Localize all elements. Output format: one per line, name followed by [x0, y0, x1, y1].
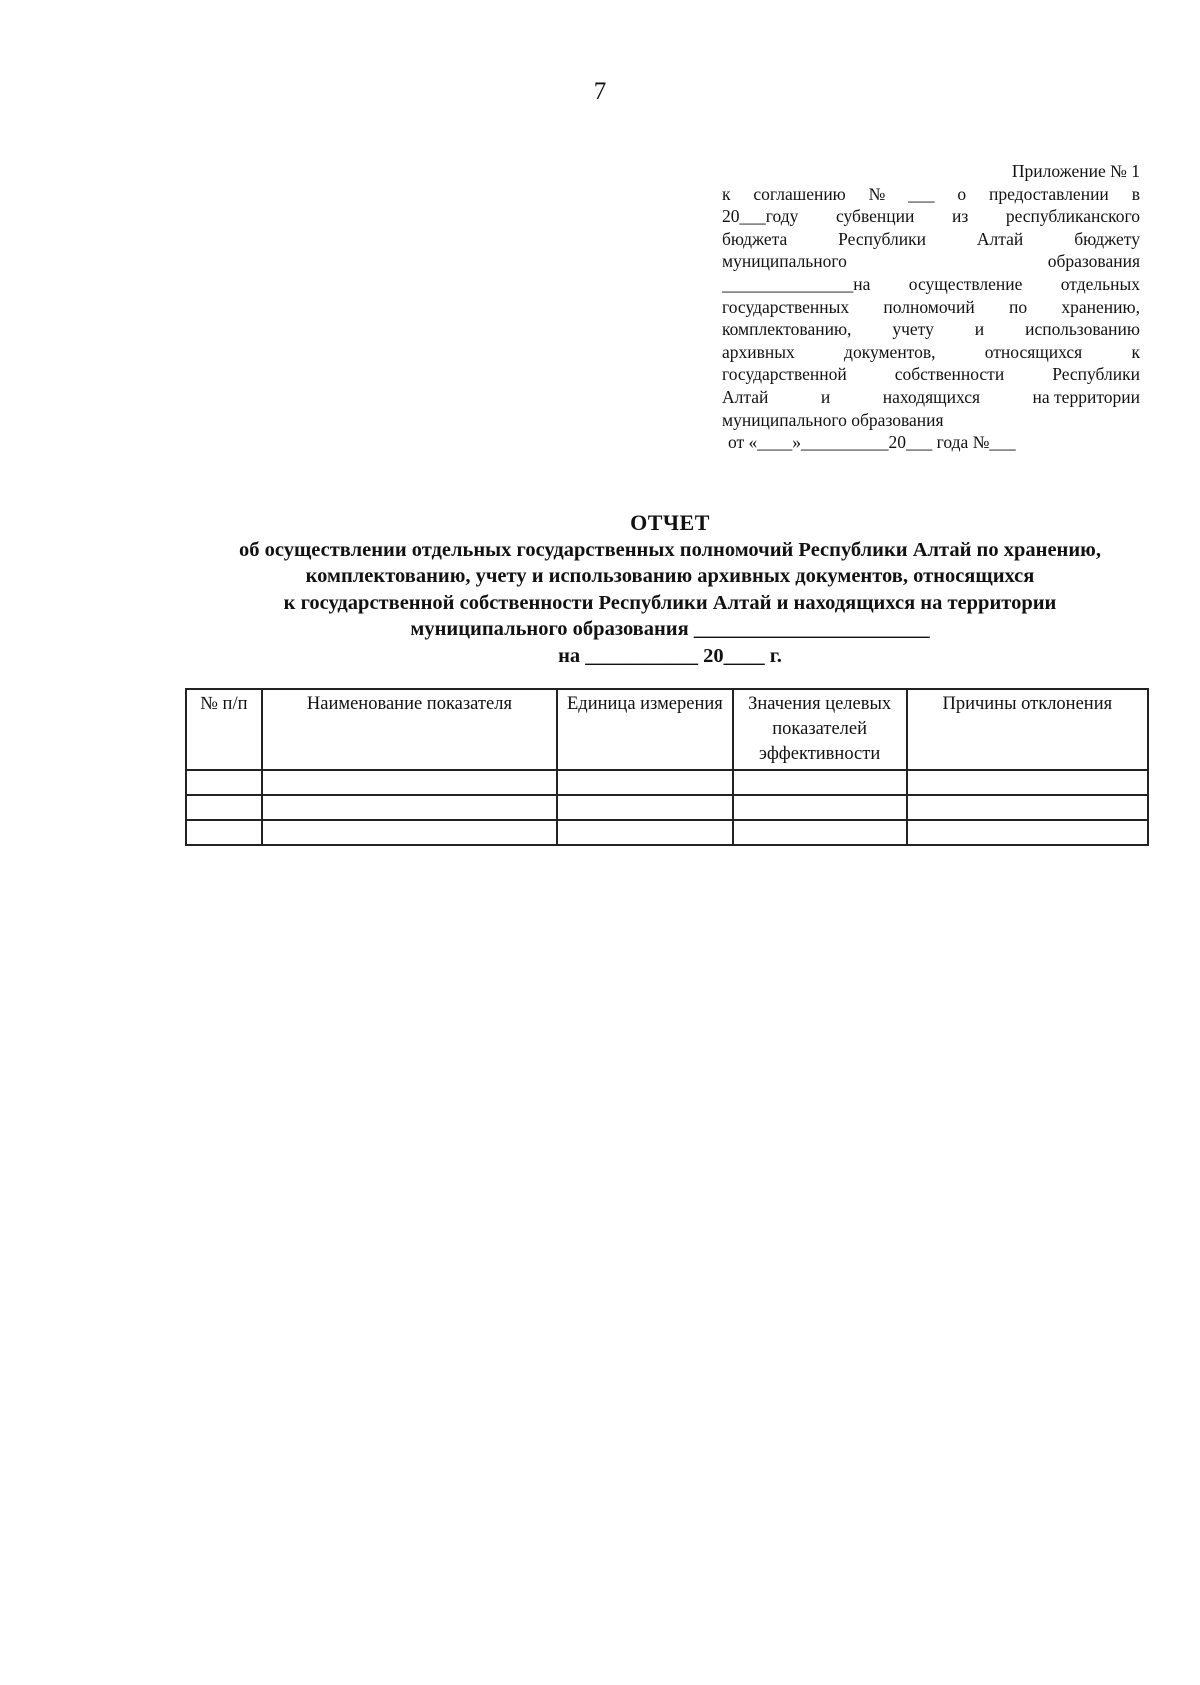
report-subtitle-line: к государственной собственности Республики Алтай и находящихся на территории — [283, 591, 1057, 614]
table-cell — [186, 770, 262, 795]
table-cell — [907, 770, 1148, 795]
appendix-word: документов, — [844, 341, 936, 362]
table-row — [186, 820, 1148, 845]
appendix-word: по — [1009, 296, 1028, 317]
table-cell — [557, 820, 733, 845]
column-header-unit: Единица измерения — [557, 689, 733, 770]
report-period-line: на ___________ 20____ г. — [558, 644, 782, 667]
appendix-line — [722, 228, 1140, 251]
table-cell — [186, 795, 262, 820]
appendix-word: о — [957, 183, 967, 204]
report-subtitle-line: комплектованию, учету и использованию архивных документов, относящихся — [305, 565, 1035, 587]
table-cell — [733, 770, 907, 795]
appendix-word: учету — [892, 319, 934, 340]
appendix-word: государственной — [722, 364, 847, 385]
appendix-word: республиканского — [1005, 206, 1140, 227]
appendix-line — [722, 341, 1140, 364]
appendix-line — [722, 386, 1140, 409]
appendix-word: Алтай — [722, 386, 769, 407]
appendix-word: государственных — [722, 296, 850, 317]
appendix-word: _______________на — [722, 273, 871, 294]
appendix-word: в — [1131, 183, 1140, 204]
appendix-word: бюджета — [722, 228, 788, 249]
column-header-number: № п/п — [186, 689, 262, 770]
appendix-word: из — [951, 206, 969, 227]
appendix-line — [722, 250, 1140, 273]
appendix-word: на территории — [1032, 386, 1140, 407]
appendix-word: предоставлении — [989, 183, 1109, 204]
appendix-word: использованию — [1025, 319, 1140, 340]
table-cell — [907, 820, 1148, 845]
appendix-word: относящихся — [984, 341, 1083, 362]
table-cell — [262, 820, 557, 845]
appendix-line — [722, 318, 1140, 341]
appendix-word: муниципального — [722, 251, 847, 272]
appendix-date-line: от «____»__________20___ года №___ — [728, 432, 1016, 453]
column-header-target-values: Значения целевых показателей эффективности — [733, 689, 907, 770]
appendix-word: бюджету — [1074, 228, 1140, 249]
appendix-word: находящихся — [882, 386, 981, 407]
appendix-word: Республики — [838, 228, 926, 249]
appendix-word: ___ — [908, 183, 935, 204]
table-cell — [557, 770, 733, 795]
table-row — [186, 795, 1148, 820]
table-cell — [557, 795, 733, 820]
table-cell — [733, 795, 907, 820]
table-cell — [733, 820, 907, 845]
report-table — [185, 688, 1149, 846]
appendix-word: Республики — [1052, 364, 1140, 385]
appendix-word: комплектованию, — [722, 319, 852, 340]
appendix-text — [722, 183, 1140, 409]
appendix-word: отдельных — [1060, 273, 1140, 294]
appendix-word: полномочий — [883, 296, 975, 317]
appendix-word: образования — [1047, 251, 1140, 272]
appendix-word: к — [1131, 341, 1140, 362]
appendix-last-line: муниципального образования — [722, 409, 944, 430]
table-cell — [186, 820, 262, 845]
appendix-line — [722, 296, 1140, 319]
report-title: ОТЧЕТ — [630, 510, 710, 535]
appendix-title: Приложение № 1 — [1011, 161, 1140, 181]
appendix-word: 20___году — [722, 206, 799, 227]
report-heading — [0, 510, 1200, 669]
appendix-line — [722, 183, 1140, 206]
appendix-line — [722, 273, 1140, 296]
appendix-word: Алтай — [976, 228, 1024, 249]
appendix-word: хранению, — [1061, 296, 1140, 317]
appendix-word: субвенции — [836, 206, 915, 227]
report-subtitle-line: об осуществлении отдельных государственных полномочий Республики Алтай по хранению, — [239, 538, 1101, 561]
table-body — [186, 770, 1148, 845]
appendix-word: и — [974, 319, 985, 340]
table-cell — [262, 795, 557, 820]
table-cell — [907, 795, 1148, 820]
appendix-word: и — [820, 386, 831, 407]
column-header-deviation-reasons: Причины отклонения — [907, 689, 1148, 770]
report-subtitle-line: муниципального образования _______________________ — [410, 618, 930, 640]
column-header-indicator-name: Наименование показателя — [262, 689, 557, 770]
appendix-word: к — [722, 183, 731, 204]
appendix-word: осуществление — [908, 273, 1023, 294]
appendix-word: № — [868, 183, 886, 204]
appendix-block — [722, 160, 1140, 454]
table-cell — [262, 770, 557, 795]
appendix-line — [722, 363, 1140, 386]
table-header-row — [186, 689, 1148, 770]
page-number: 7 — [593, 78, 607, 105]
appendix-line — [722, 205, 1140, 228]
appendix-word: собственности — [894, 364, 1005, 385]
appendix-word: архивных — [722, 341, 795, 362]
table-row — [186, 770, 1148, 795]
appendix-word: соглашению — [753, 183, 846, 204]
